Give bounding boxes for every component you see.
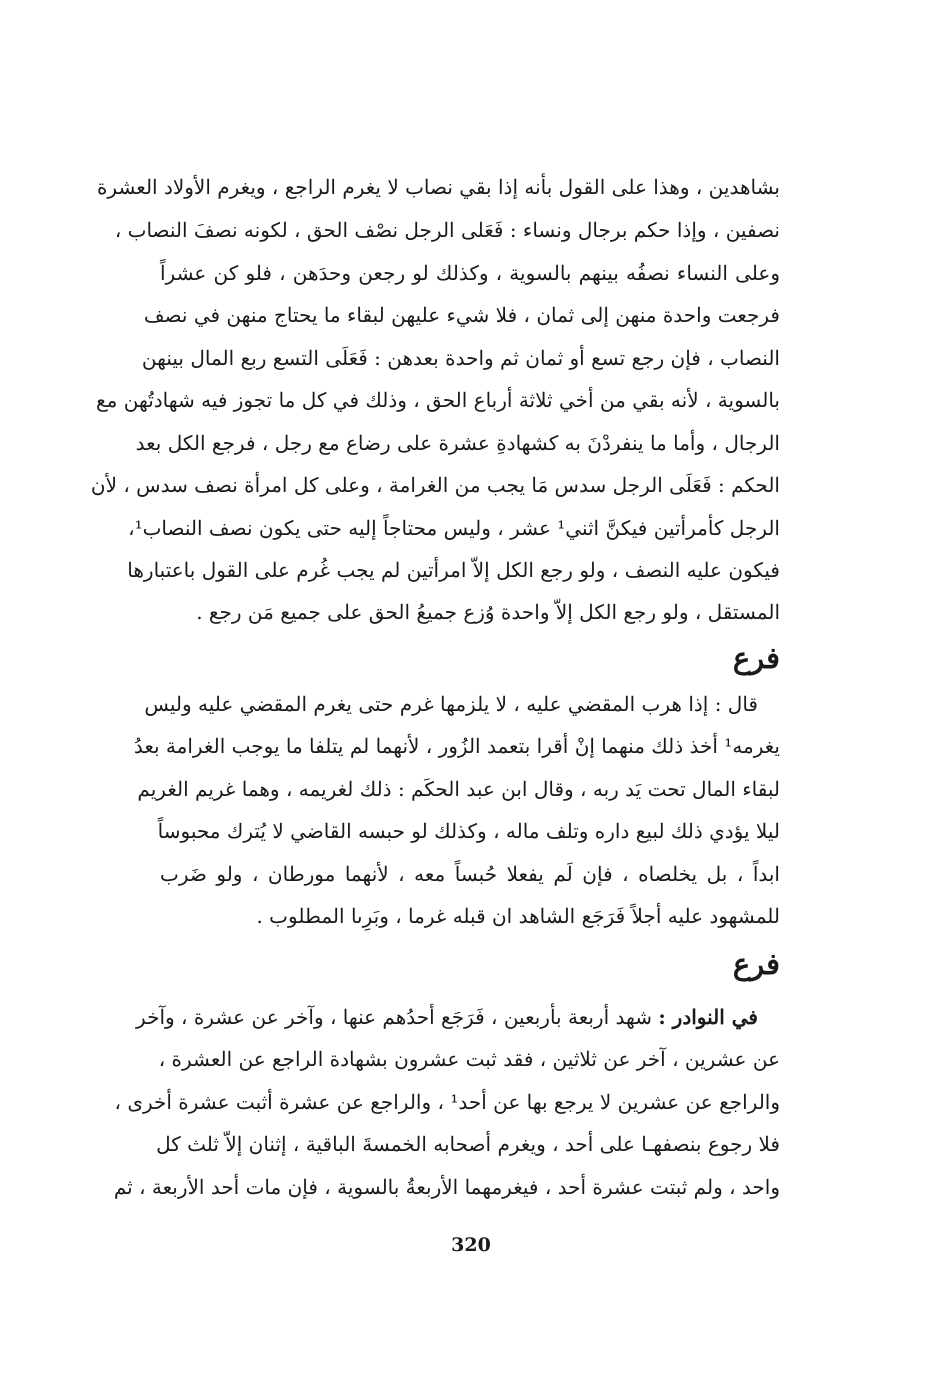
text-line: يغرمه¹ أخذ ذلك منهما إنْ أقرا بتعمد الزُور ، لأنهما لم يتلفا ما يوجب الغرامة بعدُ <box>133 734 780 758</box>
text-line: النصاب ، فإن رجع تسع أو ثمان ثم واحدة بعدهن : فَعَلَى التسع ربع المال بينهن <box>141 346 780 370</box>
section-heading: فرع <box>732 947 780 981</box>
text-line: عن عشرين ، آخر عن ثلاثين ، فقد ثبت عشرون بشهادة الراجع عن العشرة ، <box>158 1047 780 1071</box>
text-line: ليلا يؤدي ذلك لبيع داره وتلف ماله ، وكذلك لو حبسه القاضي لا يُترك محبوساً <box>157 819 780 843</box>
text-line: الحكم : فَعَلَى الرجل سدس مَا يجب من الغرامة ، وعلى كل امرأة نصف سدس ، لأن <box>90 473 780 497</box>
text-line: المستقل ، ولو رجع الكل إلاّ واحدة وُزع جميعُ الحق على جميع مَن رجع . <box>196 600 780 624</box>
section-heading: فرع <box>732 641 780 675</box>
text-line: نصفين ، وإذا حكم برجال ونساء : فَعَلى الرجل نصْف الحق ، لكونه نصفَ النصاب ، <box>114 218 780 242</box>
text-line: بشاهدين ، وهذا على القول بأنه إذا بقي نصاب لا يغرم الراجع ، ويغرم الأولاد العشرة <box>96 175 780 199</box>
text-span: شهد أربعة بأربعين ، فَرَجَع أحدُهم عنها ، وآخر عن عشرة ، وآخر <box>136 1005 659 1029</box>
text-line <box>136 1002 780 1036</box>
text-line: فيكون عليه النصف ، ولو رجع الكل إلاّ امرأتين لم يجب غُرم على القول باعتبارها <box>127 558 780 582</box>
text-line: للمشهود عليه أجلاً فَرَجَع الشاهد ان قبله غرما ، وبَرِىا المطلوب . <box>256 904 780 928</box>
text-line: الرجل كأمرأتين فيكنَّ اثني¹ عشر ، وليس محتاجاً إليه حتى يكون نصف النصاب¹، <box>128 516 780 540</box>
text-line: ابداً ، بل يخلصاه ، فإن لَم يفعلا حُبساً معه ، لأنهما مورطان ، ولو ضَرب <box>160 862 780 886</box>
text-line: بالسوية ، لأنه بقي من أخي ثلاثة أرباع الحق ، وذلك في كل ما تجوز فيه شهادتُهن مع <box>96 388 780 412</box>
text-line: فرجعت واحدة منهن إلى ثمان ، فلا شيء عليهن لبقاء ما يحتاج منهن في نصف <box>143 303 780 327</box>
text-line: واحد ، ولم ثبتت عشرة أحد ، فيغرمهما الأربعةُ بالسوية ، فإن مات أحد الأربعة ، ثم <box>113 1175 780 1199</box>
bold-lead: في النوادر : <box>658 1005 758 1029</box>
text-line: فلا رجوع بنصفهـا على أحد ، ويغرم أصحابه الخمسةَ الباقية ، إثنان إلاّ ثلث كل <box>156 1132 780 1156</box>
text-line: وعلى النساء نصفُه بينهم بالسوية ، وكذلك لو رجعن وحدَهن ، فلو كن عشراً <box>160 261 780 285</box>
text-line: الرجال ، وأما ما ينفردْنَ به كشهادةِ عشرة على رضاع مع رجل ، فرجع الكل بعد <box>135 431 780 455</box>
text-line: والراجع عن عشرين لا يرجع بها عن أحد¹ ، والراجع عن عشرة أثبت عشرة أخرى ، <box>114 1090 780 1114</box>
text-line: لبقاء المال تحت يَد ربه ، وقال ابن عبد الحكَم : ذلك لغريمه ، وهما غريم الغريم <box>137 777 780 801</box>
text-line: قال : إذا هرب المقضي عليه ، لا يلزمها غرم حتى يغرم المقضي عليه وليس <box>144 692 758 716</box>
page-number: 320 <box>451 1234 491 1256</box>
